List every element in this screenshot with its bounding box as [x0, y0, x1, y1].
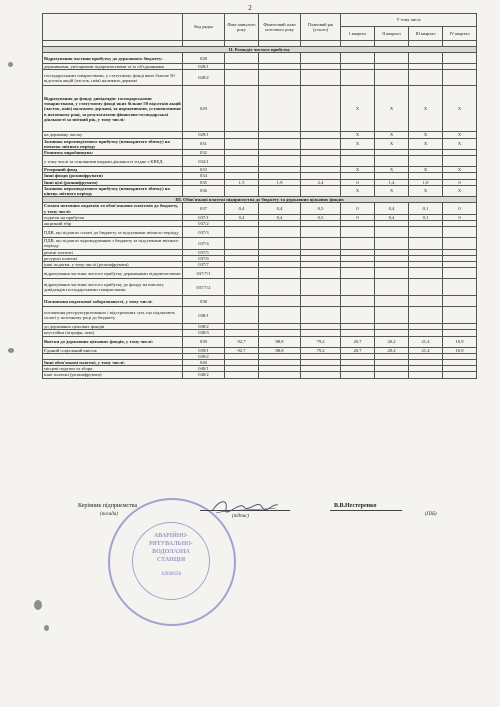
row-code: 033	[183, 167, 225, 173]
row-label: Відрахування частини прибутку до державного бюджету:	[43, 53, 183, 64]
row-value	[409, 70, 443, 86]
row-value: 0	[443, 179, 477, 185]
row-value: 0,4	[225, 214, 259, 220]
row-value	[443, 156, 477, 167]
row-code: 038/2	[183, 324, 225, 330]
row-value	[259, 138, 301, 149]
row-value	[409, 156, 443, 167]
row-value	[259, 227, 301, 238]
row-value: 0,5	[301, 214, 341, 220]
row-value	[259, 238, 301, 249]
row-value	[225, 70, 259, 86]
row-label: інші платежі (розшифрувати)	[43, 372, 183, 378]
row-value	[409, 227, 443, 238]
row-value: 0,4	[375, 203, 409, 214]
stamp-text-1: АВАРІЙНО-	[153, 533, 189, 539]
row-value	[259, 185, 301, 196]
row-value	[225, 268, 259, 279]
row-value	[301, 279, 341, 296]
row-code: 037/6	[183, 255, 225, 261]
row-code: 037/7/2	[183, 279, 225, 296]
row-value: 79,2	[301, 347, 341, 353]
row-code: 034	[183, 173, 225, 179]
row-code: 032/1	[183, 156, 225, 167]
row-value	[301, 268, 341, 279]
row-value: 92,7	[225, 336, 259, 347]
row-label: погашення реструктуризованих і відстрочених сум, що підлягають сплаті у поточному році до бюджету	[43, 307, 183, 324]
scan-smudge	[8, 62, 13, 67]
row-value	[341, 296, 375, 307]
row-code: 035	[183, 179, 225, 185]
row-value: X	[375, 132, 409, 138]
row-code: 029	[183, 86, 225, 132]
row-label: Інші фонди (розшифрувати)	[43, 173, 183, 179]
header-q2: II квартал	[375, 27, 409, 41]
row-value	[259, 156, 301, 167]
row-value	[259, 53, 301, 64]
row-value	[375, 279, 409, 296]
financial-plan-table	[42, 13, 477, 379]
row-value: X	[375, 185, 409, 196]
table-row	[43, 268, 477, 279]
row-label: Залишок нерозподіленого прибутку (непокритого збитку) на кінець звітного періоду	[43, 185, 183, 196]
header-q4: IV квартал	[443, 27, 477, 41]
table-row	[43, 296, 477, 307]
row-value: X	[443, 167, 477, 173]
header-fact-prev: Факт минулого року	[225, 14, 259, 41]
row-code: 037/1	[183, 214, 225, 220]
section-title-2: II. Розподіл чистого прибутку	[43, 47, 477, 53]
row-label: Резервний фонд	[43, 167, 183, 173]
row-value	[409, 53, 443, 64]
row-value	[225, 238, 259, 249]
row-value	[259, 296, 301, 307]
row-value: 20,2	[375, 336, 409, 347]
row-value: X	[341, 86, 375, 132]
row-code: 037/4	[183, 238, 225, 249]
table-row	[43, 185, 477, 196]
row-value	[259, 268, 301, 279]
row-label: у тому числі за основними видами діяльності згідно з КВЕД	[43, 156, 183, 167]
row-label: державними, унітарними підприємствами та їх об'єднаннями	[43, 64, 183, 70]
row-code: 037/3	[183, 227, 225, 238]
row-code: 038	[183, 296, 225, 307]
row-label: Розвиток виробництва:	[43, 150, 183, 156]
row-value	[375, 70, 409, 86]
row-label: Інші цілі (розшифрувати)	[43, 179, 183, 185]
row-value	[225, 296, 259, 307]
row-value	[409, 279, 443, 296]
row-code: 037/7/1	[183, 268, 225, 279]
stamp-text-4: СТАНЦІЯ	[156, 557, 186, 563]
table-row	[43, 156, 477, 167]
row-value: 16,9	[443, 347, 477, 353]
table-row	[43, 279, 477, 296]
row-code: 032	[183, 150, 225, 156]
row-value: 1,0	[409, 179, 443, 185]
row-value	[301, 185, 341, 196]
header-q1: I квартал	[341, 27, 375, 41]
row-value	[409, 238, 443, 249]
row-value: 0,5	[301, 203, 341, 214]
scan-smudge	[34, 600, 42, 610]
row-value	[301, 238, 341, 249]
row-label: Єдиний соціальний внесок	[43, 347, 183, 353]
scan-smudge	[44, 625, 49, 631]
row-label: рентні платежі	[43, 249, 183, 255]
row-code: 029/1	[183, 132, 225, 138]
header-fin-plan: Фінансовий план поточного року	[259, 14, 301, 41]
row-value: 21,4	[409, 347, 443, 353]
section-title-3: III. Обов'язкові платежі підприємства до бюджету та державних цільових фондів	[43, 197, 477, 203]
row-value	[409, 372, 443, 378]
row-label: ПДВ, що підлягає відшкодуванню з бюджету за підсумками звітного періоду	[43, 238, 183, 249]
stamp-code: 32930550	[161, 572, 181, 577]
row-value	[225, 372, 259, 378]
table-row	[43, 53, 477, 64]
row-value	[259, 307, 301, 324]
row-code: 040/1	[183, 366, 225, 372]
row-value: X	[341, 138, 375, 149]
row-code: 040	[183, 360, 225, 366]
row-label: Погашення податкової заборгованості, у тому числі:	[43, 296, 183, 307]
row-value: 20,2	[375, 347, 409, 353]
row-value: 0	[341, 179, 375, 185]
row-value: X	[409, 86, 443, 132]
row-label: ресурсні платежі	[43, 255, 183, 261]
row-value: 1,9	[259, 179, 301, 185]
row-value	[443, 372, 477, 378]
row-label: господарськими товариствами, у статутному фонді яких більше 50 відсотків акцій (часток, паїв) належить державі	[43, 70, 183, 86]
row-code: 038/3	[183, 330, 225, 336]
row-value	[341, 53, 375, 64]
row-value: 16,9	[443, 336, 477, 347]
row-value: 21,4	[409, 336, 443, 347]
row-value: 0	[443, 203, 477, 214]
row-value	[259, 86, 301, 132]
row-value	[409, 268, 443, 279]
row-value	[301, 227, 341, 238]
row-value	[409, 296, 443, 307]
row-value: X	[375, 167, 409, 173]
row-value	[301, 70, 341, 86]
row-code: 028	[183, 53, 225, 64]
row-value	[341, 268, 375, 279]
row-value	[301, 296, 341, 307]
table-row	[43, 238, 477, 249]
row-value: X	[409, 185, 443, 196]
row-label: Відрахування до фонду дивідендів: господарськими товариствами, у статутному фонді яких більше 50 відсотків акцій (часток, паїв) належить державі, за нормативами, установленими в поточному році, за результатами фінансово-господарської діяльності за звітний рік, у тому числі:	[43, 86, 183, 132]
row-code: 031	[183, 138, 225, 149]
row-value	[341, 156, 375, 167]
row-label: до державних цільових фондів	[43, 324, 183, 330]
row-label: на державну частку	[43, 132, 183, 138]
stamp-text-2: РЯТУВАЛЬНО-	[149, 541, 193, 547]
row-code: 037	[183, 203, 225, 214]
row-value	[375, 238, 409, 249]
row-label: місцеві податки та збори	[43, 366, 183, 372]
stamp-text-3: ВОДОЛАЗНА	[152, 549, 190, 555]
row-value: 20,7	[341, 347, 375, 353]
row-code: 028/2	[183, 70, 225, 86]
official-stamp	[108, 498, 236, 626]
row-value	[443, 268, 477, 279]
row-value	[375, 296, 409, 307]
header-code: Код рядка	[183, 14, 225, 41]
row-value	[375, 268, 409, 279]
row-label: акцизний збір	[43, 221, 183, 227]
row-value: 0	[341, 214, 375, 220]
row-value	[225, 86, 259, 132]
row-value: X	[409, 132, 443, 138]
table-row	[43, 203, 477, 214]
table-row	[43, 86, 477, 132]
row-value	[443, 238, 477, 249]
row-value: X	[409, 138, 443, 149]
row-value	[375, 53, 409, 64]
row-value: 0,4	[225, 203, 259, 214]
row-value	[301, 307, 341, 324]
row-value	[341, 238, 375, 249]
stamp-inner-ring	[132, 522, 210, 600]
row-value	[341, 227, 375, 238]
row-code: 038/1	[183, 307, 225, 324]
row-value	[375, 372, 409, 378]
page-number: 2	[248, 4, 252, 12]
row-value: 0,4	[259, 214, 301, 220]
row-value: 20,7	[341, 336, 375, 347]
row-value: 1,5	[225, 179, 259, 185]
row-value: 88,8	[259, 347, 301, 353]
row-value	[375, 307, 409, 324]
row-value: 0,1	[409, 203, 443, 214]
row-label: відрахування частини чистого прибутку державними підприємствами	[43, 268, 183, 279]
table-row	[43, 372, 477, 378]
row-value: X	[375, 86, 409, 132]
row-value: X	[409, 167, 443, 173]
row-label: неустойки (штрафи, пені)	[43, 330, 183, 336]
row-value	[225, 307, 259, 324]
row-label: ПДВ, що підлягає сплаті до бюджету за підсумками звітного періоду	[43, 227, 183, 238]
row-value: 88,8	[259, 336, 301, 347]
row-value	[225, 185, 259, 196]
row-value: X	[375, 138, 409, 149]
row-value: 2,4	[301, 179, 341, 185]
row-value	[443, 279, 477, 296]
row-label: інші податки, у тому числі (розшифрувати)	[43, 262, 183, 268]
row-value: 0,4	[259, 203, 301, 214]
row-value: 0	[443, 214, 477, 220]
table-row	[43, 138, 477, 149]
row-value	[259, 70, 301, 86]
header-indicator	[43, 14, 183, 41]
row-value: X	[443, 132, 477, 138]
row-value	[341, 70, 375, 86]
position-caption: (посада)	[100, 512, 118, 517]
row-value	[409, 307, 443, 324]
row-value: 0,1	[409, 214, 443, 220]
row-value: 1,4	[375, 179, 409, 185]
row-value	[259, 279, 301, 296]
row-value: X	[443, 185, 477, 196]
row-value	[443, 307, 477, 324]
row-code: 037/5	[183, 249, 225, 255]
row-value: 0,4	[375, 214, 409, 220]
row-label: відрахування частини чистого прибутку до фонду на виплату дивідендів господарськими товариствами	[43, 279, 183, 296]
row-value	[225, 53, 259, 64]
row-value	[225, 227, 259, 238]
row-value	[341, 372, 375, 378]
table-row	[43, 336, 477, 347]
header-including: У тому числі	[341, 14, 477, 27]
table-row	[43, 70, 477, 86]
row-value: X	[341, 185, 375, 196]
row-code: 036	[183, 185, 225, 196]
row-value	[301, 138, 341, 149]
header-plan-year: Плановий рік (усього)	[301, 14, 341, 41]
row-value	[301, 53, 341, 64]
row-value: 79,2	[301, 336, 341, 347]
row-value	[375, 227, 409, 238]
row-value	[225, 156, 259, 167]
row-value: 92,7	[225, 347, 259, 353]
row-value	[301, 372, 341, 378]
row-label: Внески до державних цільових фондів, у тому числі:	[43, 336, 183, 347]
row-label: податок на прибуток	[43, 214, 183, 220]
name-line	[330, 510, 402, 511]
row-value	[301, 86, 341, 132]
scan-smudge	[8, 348, 14, 353]
table-row	[43, 307, 477, 324]
row-value	[443, 296, 477, 307]
row-value: X	[341, 167, 375, 173]
head-label: Керівник підприємства	[78, 503, 138, 509]
row-label: Інші обов'язкові платежі, у тому числі:	[43, 360, 183, 366]
row-code: 040/2	[183, 372, 225, 378]
row-value: X	[341, 132, 375, 138]
row-value	[443, 227, 477, 238]
row-value: 0	[341, 203, 375, 214]
row-code: 039/2	[183, 353, 225, 359]
row-value: X	[443, 138, 477, 149]
row-value	[225, 279, 259, 296]
row-value	[443, 70, 477, 86]
row-code: 039/1	[183, 347, 225, 353]
row-value	[341, 307, 375, 324]
row-code: 039	[183, 336, 225, 347]
row-value	[341, 279, 375, 296]
row-code: 037/2	[183, 221, 225, 227]
row-code: 037/7	[183, 262, 225, 268]
name-caption: (ПІБ)	[425, 512, 437, 517]
row-value	[259, 372, 301, 378]
table-row	[43, 227, 477, 238]
head-name: В.В.Нестеренко	[334, 503, 377, 509]
row-code: 028/1	[183, 64, 225, 70]
row-value	[443, 53, 477, 64]
row-value	[301, 156, 341, 167]
row-label: Залишок нерозподіленого прибутку (непокритого збитку) на початок звітного періоду	[43, 138, 183, 149]
row-value: X	[443, 86, 477, 132]
header-q3: III квартал	[409, 27, 443, 41]
row-label: Сплата поточних податків та обов'язкових платежів до бюджету, у тому числі:	[43, 203, 183, 214]
row-value	[225, 138, 259, 149]
signature-caption: (підпис)	[232, 514, 249, 519]
row-value	[375, 156, 409, 167]
